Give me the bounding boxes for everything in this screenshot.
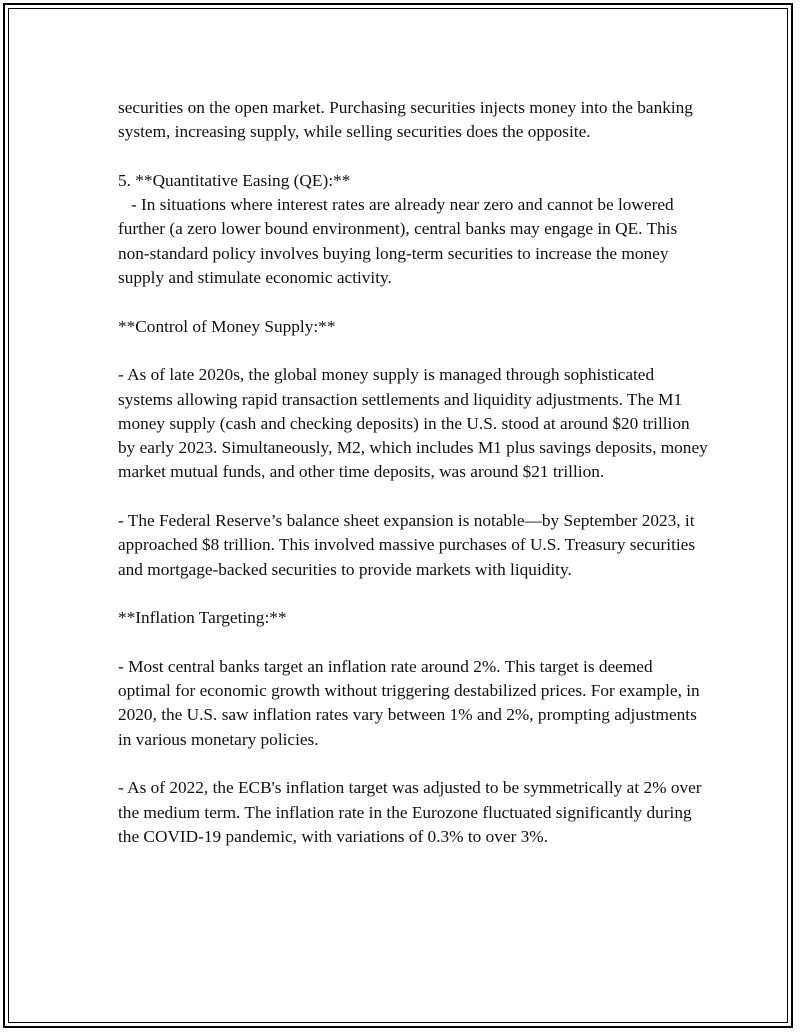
document-body (118, 96, 713, 874)
paragraph-ecb-inflation-target: - As of 2022, the ECB's inflation target was adjusted to be symmetrically at 2% over the medium term. The inflation rate in the Eurozone fluctuated significantly during the COVID-19 pandemic, with variations of 0.3% to over 3%. (118, 778, 706, 846)
page-frame (3, 3, 793, 1028)
heading-control-of-money-supply: **Control of Money Supply:** (118, 316, 336, 336)
paragraph-open-market: securities on the open market. Purchasing securities injects money into the banking system, increasing supply, while selling securities does the opposite. (118, 98, 698, 142)
heading-inflation-targeting: **Inflation Targeting:** (118, 608, 287, 628)
paragraph-money-supply-m1-m2: - As of late 2020s, the global money supply is managed through sophisticated systems allowing rapid transaction settlements and liquidity adjustments. The M1 money supply (cash and checking deposits) in the U.S. stood at around $20 trillion by early 2023. Simultaneously, M2, which includes M1 plus savings deposits, money market mutual funds, and other time deposits, was around $21 trillion. (118, 365, 713, 482)
paragraph-fed-balance-sheet: - The Federal Reserve’s balance sheet expansion is notable—by September 2023, it approached $8 trillion. This involved massive purchases of U.S. Treasury securities and mortgage-backed securities to provide markets with liquidity. (118, 511, 700, 579)
paragraph-quantitative-easing: 5. **Quantitative Easing (QE):** - In situations where interest rates are already near zero and cannot be lowered further (a zero lower bound environment), central banks may engage in QE. This non-standard policy involves buying long-term securities to increase the money supply and stimulate economic activity. (118, 170, 678, 288)
paragraph-inflation-target-2-percent: - Most central banks target an inflation rate around 2%. This target is deemed optimal for economic growth without triggering destabilized prices. For example, in 2020, the U.S. saw inflation rates vary between 1% and 2%, prompting adjustments in various monetary policies. (118, 656, 704, 749)
